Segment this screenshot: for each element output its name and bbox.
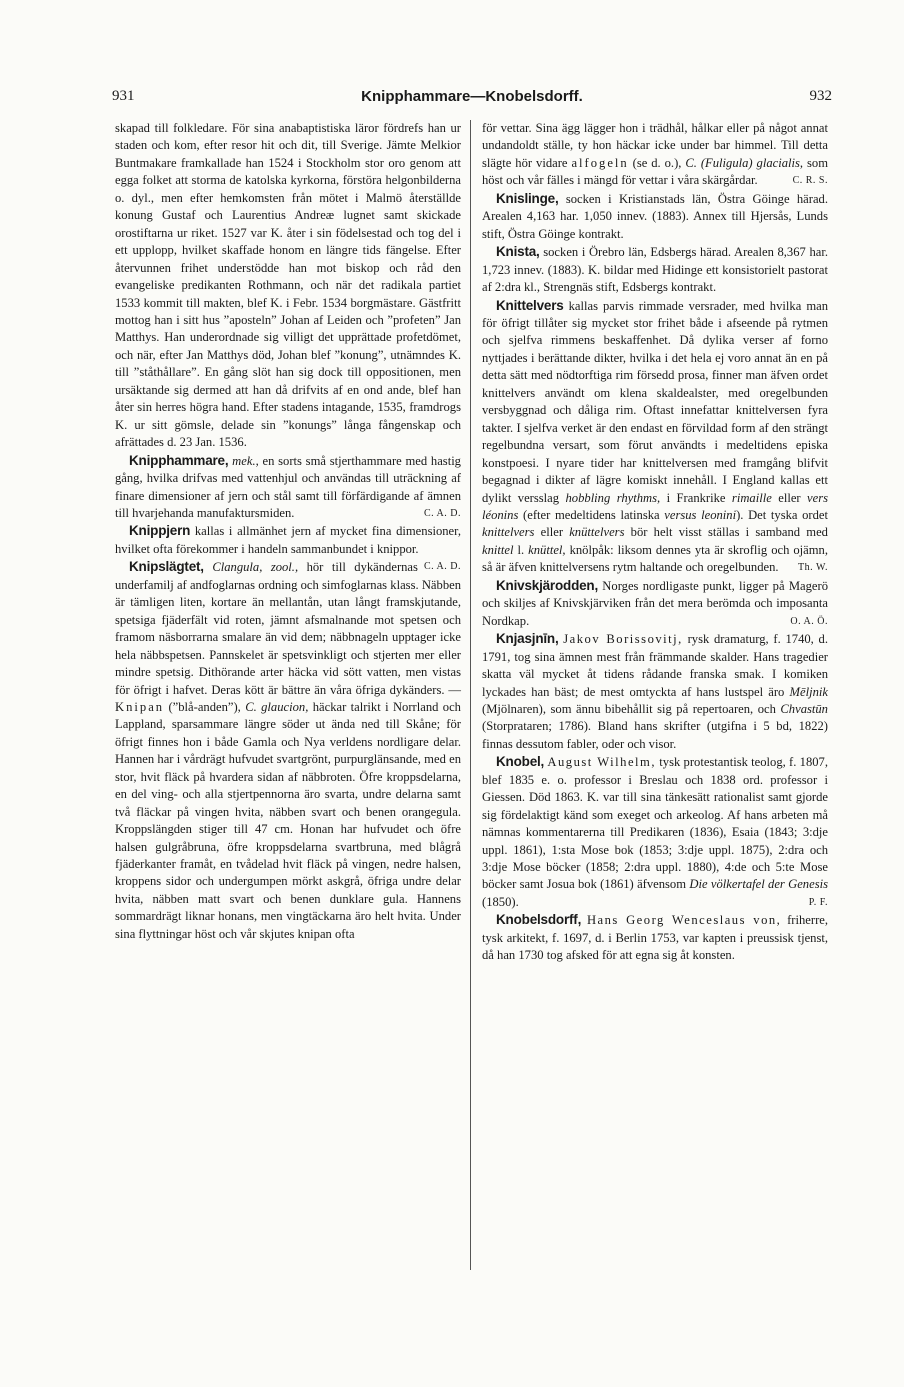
headword: Knittelvers [496, 297, 564, 313]
entry-text: häckar talrikt i Norrland och Lappland, sparsammare längre söder ut ända ned till Skåne; för öfrigt finnes hon i både Gamla och Nya verldens nordligare delar. Hannen har i vårdrägt hufvudet svartgrönt, purpurglänsande, med en stor, hvit fläck på hvardera sidan af näbbroten. Öfre kroppsdelarna, en del ving- och alla stjertpennorna äro svarta, undre delarna samt två fläckar på vingen hvita, näbben svart och benen orangegula. Kroppslängden stiger till 47 cm. Honan har hufvudet och öfre halsen gulgråbruna, öfre kroppsdelarna svartbruna, med blågrå fjäderkanter framåt, en tvådelad hvit fläck på vingen, nedre halsen, kroppens sidor och undergumpen mörkt askgrå, öfriga undre delar hvita, näbben matt svart och benen dunklare gula. Hannens sommardrägt liknar honans, men vingtäckarna äro helt hvita. Under sina flyttningar höst och vår skjutes knipan ofta [115, 699, 461, 941]
person-name: Hans Georg Wenceslaus von, [586, 913, 782, 928]
author-signature: Th. W. [798, 562, 828, 574]
entry-text: för vettar. Sina ägg lägger hon i trädhål, hålkar eller på något annat undandoldt ställe, ty hon häckar icke under bar himmel. Till detta slägte hör vidare [482, 121, 828, 170]
latin-name: C. (Fuligula) glacialis, [685, 155, 804, 170]
entry-text: ). Det tyska ordet [736, 507, 829, 522]
italic-term: knüttel, [528, 542, 566, 557]
entry-text: i Frankrike [666, 490, 726, 505]
entry-text: kallas parvis rimmade versrader, med hvilka man för öfrigt tillåter sig mycket stor frihet både i afseende på rytmen och sjelfva rimmens beskaffenhet. Då dylika verser af forno nyttjades i berättande dikter, hvilka i det hela ej voro annat än en på detta sätt med nödtorftiga rim försedd prosa, finner man äfven ordet knittelvers användt om klena skaldealster, med oregelbunden versbyggnad och dåliga rim. Oftast innefattar knittelversen fyra takter. I sjelfva verket är den endast en förvildad form af den strängt regelbundna versart, som förut användts i medeltidens episka konstpoesi. I nyare tider har knittelversen med framgång blifvit begagnad i dikter af lägre komiskt innehåll. I England kallas ett dylikt versslag [482, 298, 828, 505]
entry-knislinge [482, 190, 828, 243]
headword: Knippjern [129, 523, 191, 539]
italic-term: Chvastūn [780, 701, 828, 716]
entry-knobelsdorff [482, 911, 828, 964]
author-signature: O. A. Ö. [790, 615, 828, 627]
italic-term: knittel [482, 542, 514, 557]
entry-text: (”blå-anden”), [168, 699, 241, 714]
italic-term: knittelvers [482, 525, 535, 540]
author-signature: C. A. D. [423, 561, 461, 573]
page-number-right: 932 [809, 88, 832, 104]
entry-text: l. [517, 542, 525, 557]
abbreviation: mek., [232, 453, 259, 468]
entry-text: friherre, tysk arkitekt, f. 1697, d. i Berlin 1753, var kapten i preussisk tjenst, då han 1730 tog afsked för att egna sig åt konsten. [482, 913, 829, 963]
headword: Knislinge, [496, 190, 559, 206]
entry-knipphammare [115, 452, 461, 523]
italic-term: rimaille [731, 490, 772, 505]
column-divider [470, 120, 471, 1270]
italic-term: hobbling rhythms, [565, 490, 661, 505]
left-column [115, 120, 461, 943]
italic-term: Die völkertafel der Genesis [689, 877, 828, 892]
headword: Knipphammare, [129, 452, 229, 468]
entry-text: (se d. o.), [632, 155, 682, 170]
author-signature: C. R. S. [792, 175, 828, 187]
entry-text: rysk dramaturg, f. 1740, d. 1791, tog sina ämnen mest från främmande skalder. Hans tragedier skatta väl mycket åt tidens rådande franska smak. I komiken lyckades han bäst; de mest omtyckta af hans lustspel äro [482, 632, 829, 699]
entry-text: Norges nordligaste punkt, ligger på Magerö och skiljes af Knivskjärviken från det mera berömda och imposanta Nordkap. [482, 578, 828, 628]
continued-paragraph [482, 120, 828, 190]
entry-text: hör till dykändernas underfamilj af andfoglarnas ordning och simfoglarnas klass. Näbben är tämligen liten, kortare än mellantån, utan långt framskjutande, spetsiga fjäderfält vid roten, jämnt afsmalnande mot spetsen och framom näsborrarna smalare än vid dem; näbbnageln upptager icke hela näbbspetsen. Pannskelet är spetsvinkligt och stjerten mer eller mindre spetsig. Dithörande arter häcka vid sött vatten, men vistas för öfrigt i hafvet. Deras kött är bättre än våra öfriga dykänders. — [115, 560, 461, 697]
entry-text: knölpåk: liksom dennes yta är skroflig och ojämn, så är äfven knittelversens rytm haltande och oregelbunden. [482, 542, 828, 575]
latin-name: C. glaucion, [245, 699, 309, 714]
spaced-term: Knipan [115, 699, 165, 714]
spaced-term: alfogeln [571, 155, 629, 170]
italic-term: Mēljnik [789, 684, 828, 699]
entry-text: (1850). [482, 894, 519, 909]
entry-text: som höst och vår fälles i mängd för vettar i våra skärgårdar. [482, 155, 828, 188]
entry-knista [482, 243, 828, 296]
continued-paragraph: skapad till folkledare. För sina anabaptistiska läror fördrefs han ur staden och kom, efter resor hit och dit, till Sverige. Jämte Melkior Buntmakare framkallade han 1524 i Stockholm stor oro genom att egga folket att storma de katolska kyrkorna, förstöra helgonbilderna o. dyl., men efter hemkomsten från mötet i Malmö återställde konung Gustaf och Laurentius Andreæ lugnet samt skickade orostiftarna ur riket. 1527 var K. åter i sin födelsestad och tog del i ett upplopp, hvilket skaffade honom en längre tids fängelse. Efter återvunnen frihet understödde han mot biskop och råd den evangeliske predikanten Rothmann, och när det radikala partiet 1533 kommit till makten, blef K. i Febr. 1534 borgmästare. Gästfritt mottog han i sitt hus ”aposteln” Johan af Leiden och ”profeten” Jan Matthys. Han underordnade sig villigt det upprättade profetdömet, och när, efter Jan Matthys död, Johan blef ”konung”, utnämndes K. till ”ståthållare”. En gång slöt han sig dock till oppositionen, men ursäktande sig dermed att han då drifvits af en ond ande, blef han åter sin herres högra hand. Efter stadens intagande, 1535, framdrogs K. ur sitt gömsle, delade sin ”konungs” långa fångenskap och afrättades d. 23 Jan. 1536. [115, 121, 461, 450]
headword: Knipslägtet, [129, 559, 204, 575]
headword: Knobel, [496, 754, 545, 770]
headword: Knista, [496, 244, 540, 260]
italic-term: vers léonins [482, 490, 829, 522]
page-header [112, 88, 832, 112]
headword: Knjasjnīn, [496, 631, 559, 647]
person-name: Jakov Borissovitj, [563, 632, 683, 647]
entry-knittelvers [482, 297, 828, 577]
entry-text: bör helt visst ställas i samband med [630, 525, 828, 540]
entry-knivskjarodden [482, 577, 828, 630]
entry-text: (Mjölnaren), som ännu bibehållit sig på repertoaren, och [482, 701, 776, 716]
italic-term: knüttelvers [569, 525, 625, 540]
entry-knobel [482, 753, 828, 911]
running-title: Knipphammare—Knobelsdorff. [361, 88, 583, 105]
entry-text: en sorts små stjerthammare med hastig gång, hvilka drifvas med vattenhjul och användas till uträckning af finare dimensioner af jern och stål samt till förfärdigande af ämnen till hvarjehanda manufaktursmiden. [115, 453, 461, 520]
right-column [482, 120, 828, 965]
author-signature: P. F. [808, 896, 828, 908]
entry-text: tysk protestantisk teolog, f. 1807, blef 1835 e. o. professor i Breslau och 1838 ord. professor i Giessen. Död 1863. K. var till sina tänkesätt rationalist samt gjorde sig fördelaktigt känd som exeget och arkeolog. Af hans arbeten må nämnas kommentarerna till Predikaren (1836), Esaia (1843; 3:dje uppl. 1861), 1:sta Mose bok (1853; 3:dje uppl. 1875), 2:dra och 3:dje Mose böcker (1858; 2:dra uppl. 1880), 4:de och 5:te Mose böcker samt Josua bok (1861) äfvensom [482, 755, 828, 892]
italic-term: versus leonini [664, 507, 737, 522]
entry-text: socken i Kristianstads län, Östra Göinge härad. Arealen 4,163 har. 1,050 innev. (1883). Annex till Hjersås, Lunds stift, Östra Göinge kontrakt. [482, 191, 828, 241]
author-signature: C. A. D. [423, 507, 461, 519]
entry-text: (efter medeltidens latinska [523, 507, 660, 522]
person-name: August Wilhelm, [547, 755, 657, 770]
entry-knjasjnin [482, 630, 828, 753]
page-number-left: 931 [112, 88, 135, 104]
entry-text: (Storprataren; 1786). Bland hans skrifter (utgifna i 5 bd, 1822) finnas dessutom fabler, oder och visor. [482, 719, 828, 751]
latin-name: Clangula, zool., [212, 560, 299, 575]
headword: Knivskjärodden, [496, 577, 599, 593]
headword: Knobelsdorff, [496, 912, 582, 928]
entry-knipslagtet [115, 558, 461, 943]
entry-text: kallas i allmänhet jern af mycket fina dimensioner, hvilket ofta förekommer i handeln sammanbundet i knippor. [115, 524, 461, 556]
entry-text: socken i Örebro län, Edsbergs härad. Arealen 8,367 har. 1,723 innev. (1883). K. bildar med Hidinge ett konsistorielt pastorat af 2:dra kl., Strengnäs stift, Edsbergs kontrakt. [482, 245, 828, 295]
entry-text: eller [778, 490, 801, 505]
entry-text: eller [540, 525, 564, 540]
